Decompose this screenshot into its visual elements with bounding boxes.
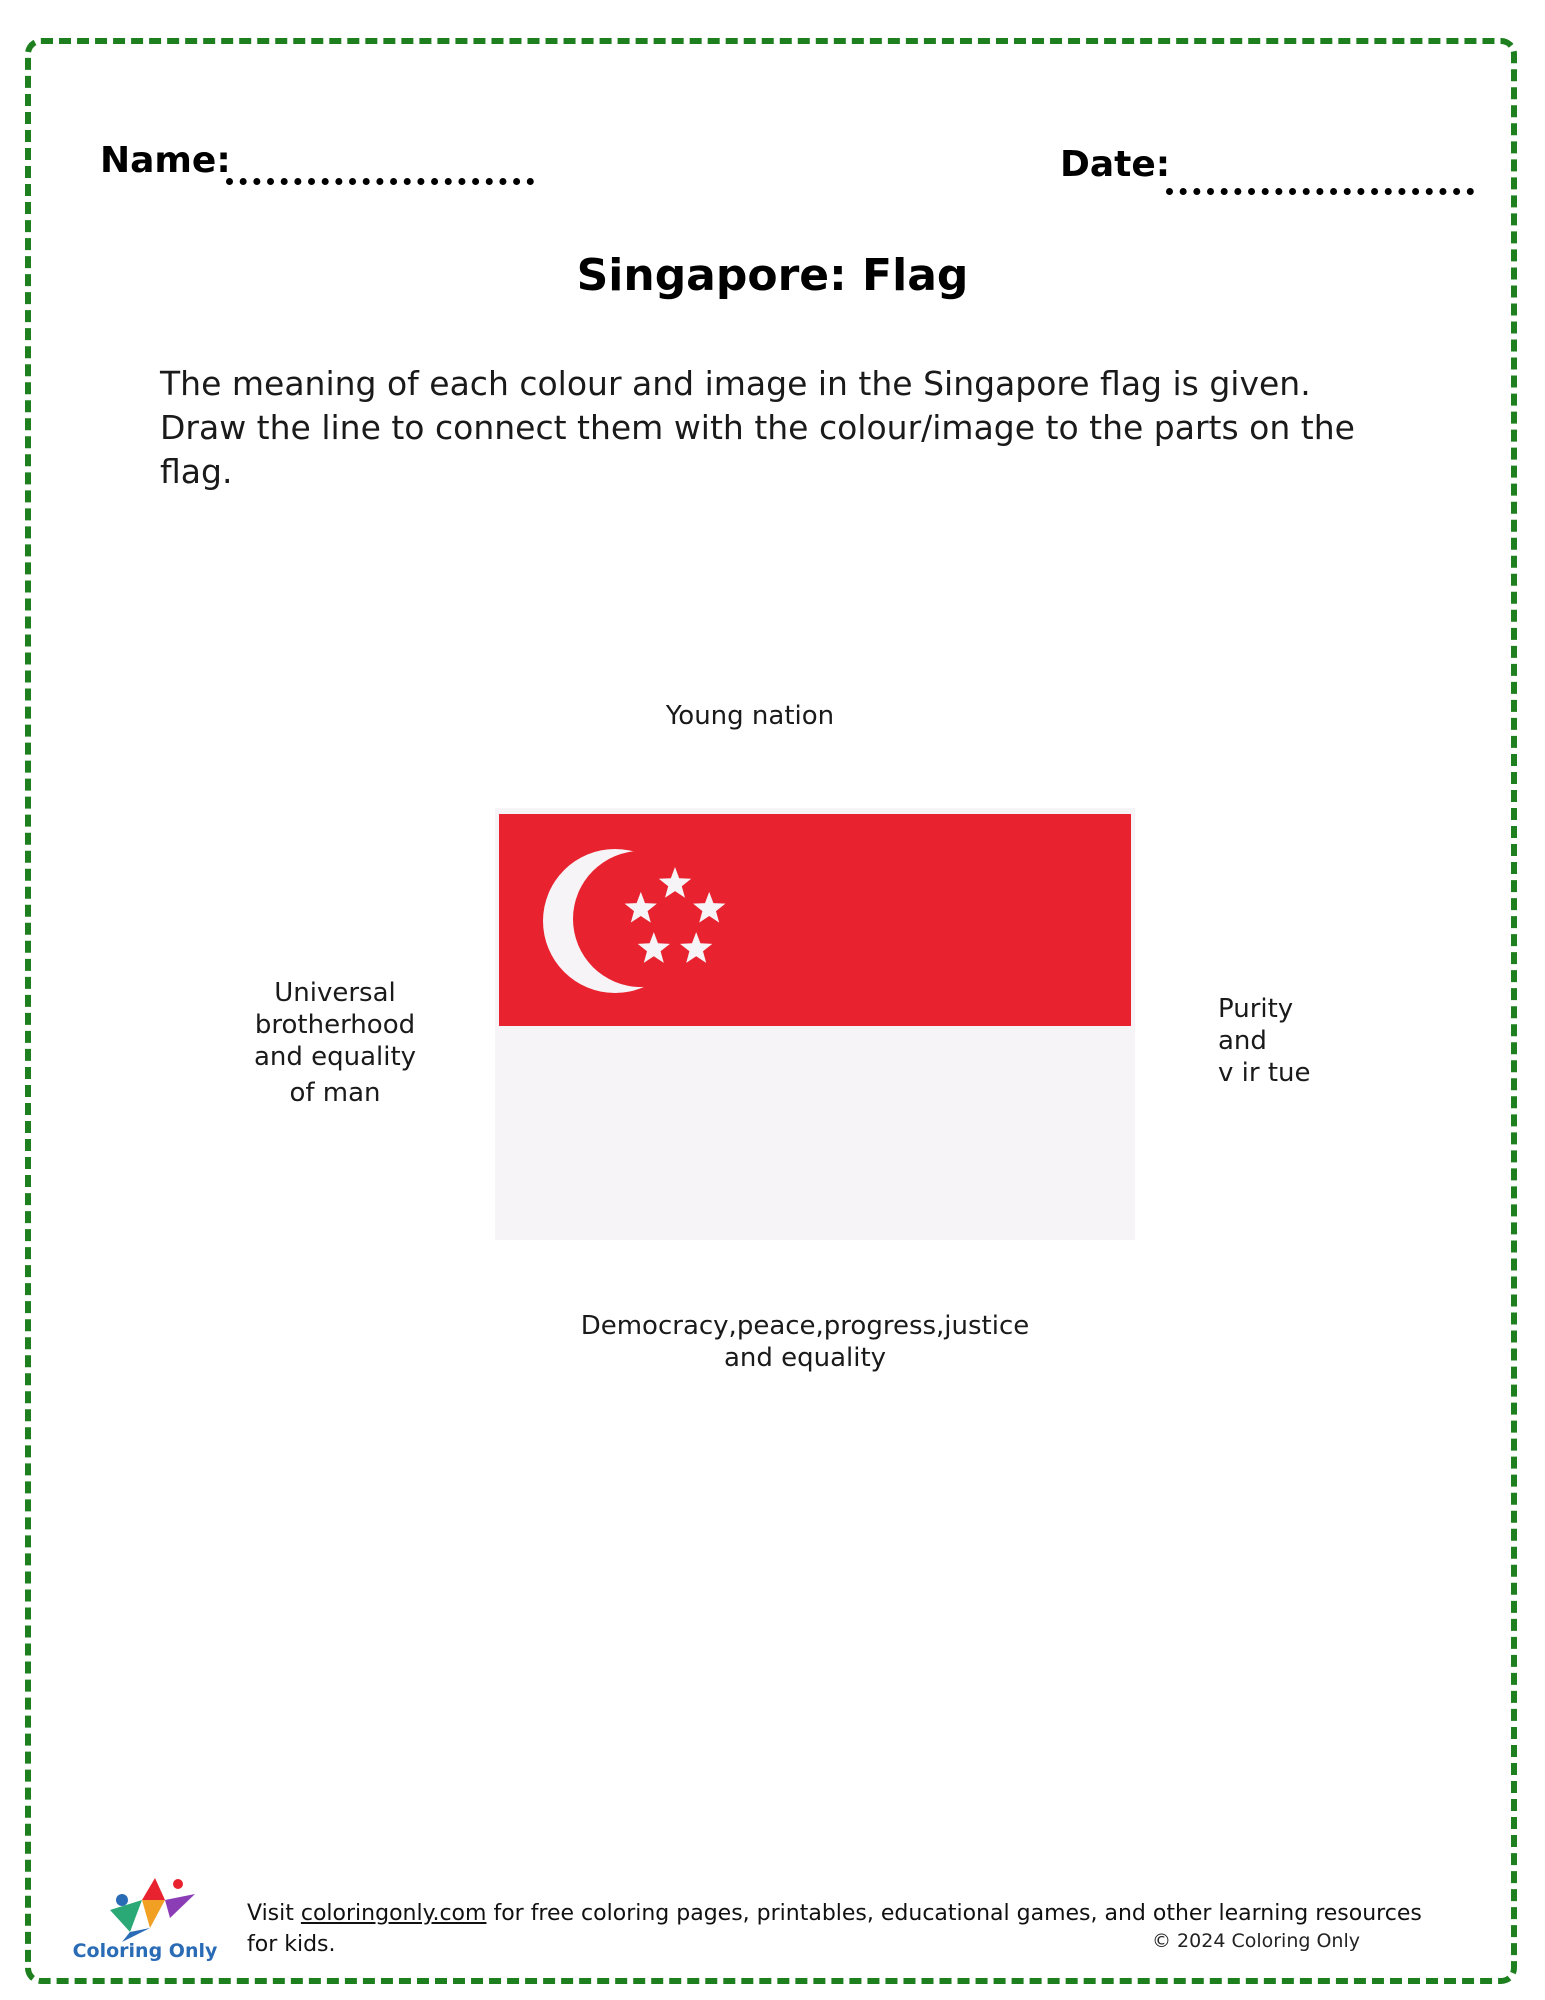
date-write-line[interactable] xyxy=(1166,188,1474,195)
date-label: Date: xyxy=(1060,144,1171,185)
name-write-line[interactable] xyxy=(226,178,534,185)
label-line: Purity xyxy=(1218,994,1294,1024)
footer-rest: for free coloring pages, printables, educational games, and other learning resources for kids. xyxy=(247,1901,1422,1957)
label-line: Universal xyxy=(274,978,396,1008)
logo-text: Coloring Only xyxy=(72,1940,218,1962)
coloringonly-link[interactable]: coloringonly.com xyxy=(300,1901,487,1926)
instructions-text: The meaning of each colour and image in the Singapore flag is given. Draw the line to connect them with the colour/image to the parts on the flag. xyxy=(160,364,1355,491)
label-purity-virtue xyxy=(1218,993,1418,1089)
label-line: of man xyxy=(289,1078,381,1108)
label-line: and xyxy=(1218,1026,1267,1056)
flag-graphic xyxy=(495,808,1135,1240)
label-young-nation: Young nation xyxy=(665,701,835,731)
label-line: v ir tue xyxy=(1218,1058,1311,1088)
label-democracy xyxy=(520,1310,1090,1374)
copyright-text: © 2024 Coloring Only xyxy=(1152,1930,1360,1952)
singapore-flag xyxy=(495,808,1135,1240)
crescent-icon xyxy=(543,849,709,993)
label-line: brotherhood xyxy=(254,1010,416,1040)
label-line: and equality xyxy=(723,1343,887,1373)
label-line: and equality xyxy=(253,1042,417,1072)
worksheet-title: Singapore: Flag xyxy=(576,250,969,301)
label-line: Democracy,peace,progress,justice xyxy=(580,1311,1030,1341)
footer-visit: Visit xyxy=(247,1901,301,1926)
name-label: Name: xyxy=(100,140,231,181)
label-universal-brotherhood xyxy=(230,977,440,1109)
